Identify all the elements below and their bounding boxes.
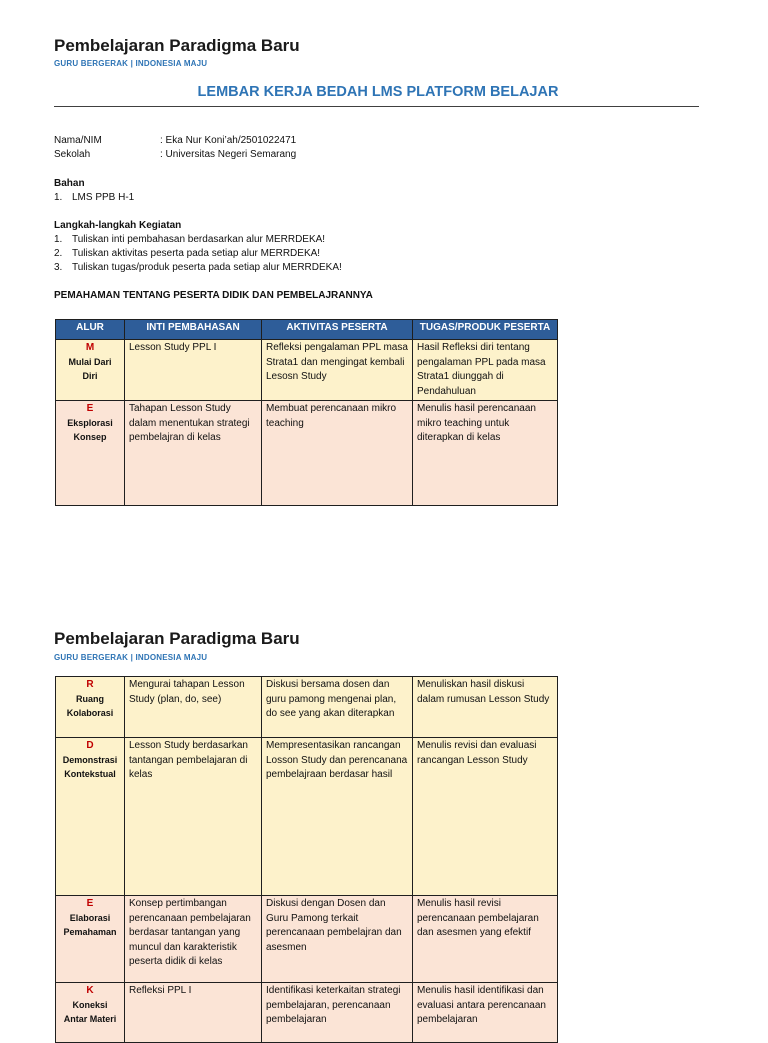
list-number: 3. [54,262,63,273]
alur-name: Ruang Kolaborasi [66,694,114,718]
identity-label: Nama/NIM [54,135,102,146]
alur-name: Demonstrasi Kontekstual [62,755,118,779]
alur-cell [56,401,125,506]
alur-cell [56,983,125,1043]
table-row [56,340,558,401]
identity-row-nama [54,134,296,148]
list-text: Tuliskan inti pembahasan berdasarkan alur MERRDEKA! [72,234,326,245]
tugas-cell: Menulis hasil perencanaan mikro teaching untuk diterapkan di kelas [413,401,558,506]
identity-row-sekolah [54,148,296,162]
inti-cell: Lesson Study berdasarkan tantangan pembelajaran di kelas [125,738,262,896]
tugas-cell: Hasil Refleksi diri tentang pengalaman PPL pada masa Strata1 diunggah di Pendahuluan [413,340,558,401]
inti-cell: Lesson Study PPL I [125,340,262,401]
alur-cell [56,896,125,983]
header-subtitle: GURU BERGERAK | INDONESIA MAJU [54,653,208,662]
list-text: Tuliskan aktivitas peserta pada setiap alur MERRDEKA! [72,248,321,259]
langkah-item [54,233,342,247]
langkah-block [54,219,342,275]
aktivitas-cell: Diskusi bersama dosen dan guru pamong mengenai plan, do see yang akan diterapkan [262,677,413,738]
table-row [56,983,558,1043]
col-header-alur: ALUR [56,320,125,340]
alur-cell [56,340,125,401]
col-header-aktivitas: AKTIVITAS PESERTA [262,320,413,340]
table-row [56,401,558,506]
inti-cell: Refleksi PPL I [125,983,262,1043]
header-subtitle: GURU BERGERAK | INDONESIA MAJU [54,59,208,68]
alur-letter: K [86,985,94,996]
langkah-item [54,247,342,261]
bahan-item [54,191,134,205]
merrdeka-table-page2 [55,676,558,1043]
list-text: LMS PPB H-1 [72,192,135,203]
aktivitas-cell: Mempresentasikan rancangan Losson Study dan perencanana pembelajraan berdasar hasil [262,738,413,896]
list-number: 1. [54,192,63,203]
list-number: 1. [54,234,63,245]
bahan-label: Bahan [54,178,85,189]
merrdeka-table-page1 [55,319,558,506]
identity-value: : Universitas Negeri Semarang [160,149,297,160]
alur-letter: M [85,342,95,353]
aktivitas-cell: Membuat perencanaan mikro teaching [262,401,413,506]
alur-name: Koneksi Antar Materi [63,1000,117,1024]
table-row [56,896,558,983]
alur-letter: D [86,740,94,751]
list-number: 2. [54,248,63,259]
document-title: LEMBAR KERJA BEDAH LMS PLATFORM BELAJAR [197,84,559,100]
title-divider [54,106,699,107]
alur-letter: E [86,403,94,414]
inti-cell: Mengurai tahapan Lesson Study (plan, do, see) [125,677,262,738]
tugas-cell: Menuliskan hasil diskusi dalam rumusan Lesson Study [413,677,558,738]
identity-block [54,134,296,162]
alur-letter: R [86,679,94,690]
table-row [56,738,558,896]
tugas-cell: Menulis hasil revisi perencanaan pembelajaran dan asesmen yang efektif [413,896,558,983]
langkah-label: Langkah-langkah Kegiatan [54,220,182,231]
inti-cell: Konsep pertimbangan perencanaan pembelajaran berdasar tantangan yang muncul dan karakteristik peserta didik di kelas [125,896,262,983]
col-header-inti: INTI PEMBAHASAN [125,320,262,340]
alur-letter: E [86,898,94,909]
identity-label: Sekolah [54,149,91,160]
table-row [56,677,558,738]
aktivitas-cell: Diskusi dengan Dosen dan Guru Pamong terkait perencanaan pembelajran dan asesmen [262,896,413,983]
bahan-block [54,177,134,205]
inti-cell: Tahapan Lesson Study dalam menentukan strategi pembelajran di kelas [125,401,262,506]
list-text: Tuliskan tugas/produk peserta pada setiap alur MERRDEKA! [72,262,342,273]
identity-value: : Eka Nur Koni’ah/2501022471 [160,135,297,146]
alur-name: Eksplorasi Konsep [67,418,113,442]
alur-cell [56,677,125,738]
table-header-row [56,320,558,340]
aktivitas-cell: Refleksi pengalaman PPL masa Strata1 dan mengingat kembali Lesosn Study [262,340,413,401]
alur-name: Elaborasi Pemahaman [63,913,117,937]
header-title: Pembelajaran Paradigma Baru [54,629,300,648]
tugas-cell: Menulis hasil identifikasi dan evaluasi antara perencanaan pembelajaran [413,983,558,1043]
header-title: Pembelajaran Paradigma Baru [54,36,300,55]
section-heading: PEMAHAMAN TENTANG PESERTA DIDIK DAN PEMBELAJRANNYA [54,290,373,301]
col-header-tugas: TUGAS/PRODUK PESERTA [413,320,558,340]
tugas-cell: Menulis revisi dan evaluasi rancangan Lesson Study [413,738,558,896]
alur-name: Mulai Dari Diri [68,357,112,381]
aktivitas-cell: Identifikasi keterkaitan strategi pembelajaran, perencanaan pembelajaran [262,983,413,1043]
alur-cell [56,738,125,896]
langkah-item [54,261,342,275]
